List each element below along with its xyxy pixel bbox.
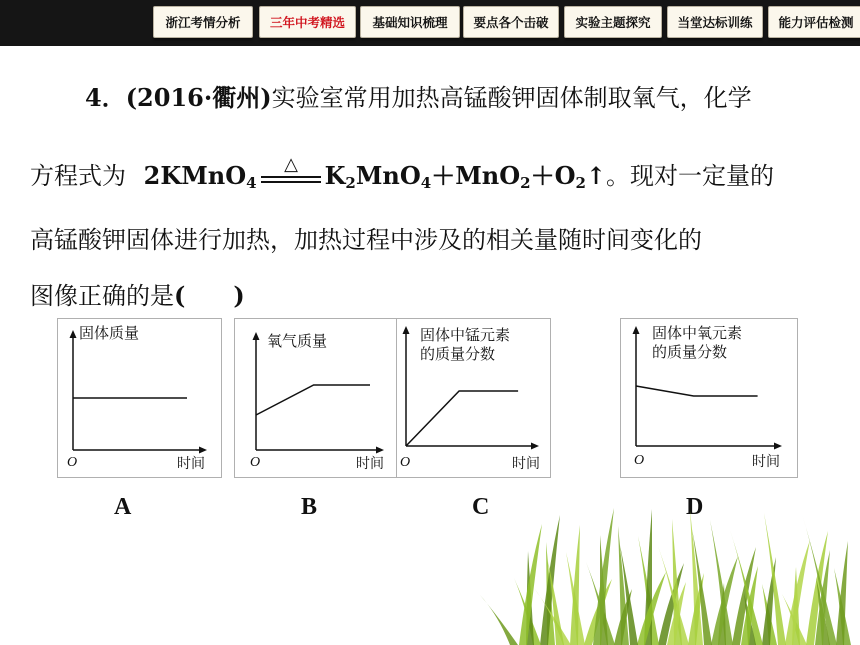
product-1-sub-1: 2	[345, 174, 356, 192]
plus-sign-2: ＋	[530, 161, 555, 190]
tab-experiment-inquiry[interactable]: 实验主题探究	[564, 6, 662, 38]
question-line-3: 高锰酸钾固体进行加热，加热过程中涉及的相关量随时间变化的	[30, 226, 702, 254]
question-line-2	[30, 153, 775, 192]
x-axis-label: 时间	[356, 456, 384, 472]
origin-label: O	[250, 455, 261, 470]
answer-blank: ( )	[174, 281, 245, 310]
graph-d	[620, 318, 798, 478]
tab-three-year-exams[interactable]: 三年中考精选	[259, 6, 356, 38]
reactant-subscript: 4	[246, 174, 257, 192]
graph-a	[57, 318, 222, 478]
decorative-grass-image	[450, 505, 860, 645]
product-1-sub-2: 4	[420, 174, 432, 192]
tab-ability-assessment[interactable]: 能力评估检测	[768, 6, 860, 38]
question-line-4-text: 图像正确的是	[30, 282, 174, 310]
line-2-prefix: 方程式为	[30, 162, 126, 190]
product-2: MnO	[455, 161, 521, 190]
tab-key-points[interactable]: 要点各个击破	[463, 6, 559, 38]
product-3-sub: 2	[575, 174, 586, 192]
tab-exam-analysis[interactable]: 浙江考情分析	[153, 6, 253, 38]
product-3: O	[554, 161, 576, 190]
tab-basic-knowledge[interactable]: 基础知识梳理	[360, 6, 460, 38]
question-line-1	[30, 78, 752, 113]
equation	[143, 153, 607, 192]
y-axis-label: 固体中氧元素	[652, 324, 743, 342]
question-source: (2016·衢州)	[125, 83, 272, 112]
question-line-4	[30, 276, 245, 311]
gas-arrow-icon: ↑	[585, 161, 607, 190]
product-1-b: MnO	[355, 161, 421, 190]
x-axis-label: 时间	[177, 456, 205, 472]
tab-in-class-training[interactable]: 当堂达标训练	[667, 6, 763, 38]
option-a-label[interactable]: A	[114, 494, 132, 520]
question-line-1-text: 实验室常用加热高锰酸钾固体制取氧气，化学	[271, 84, 752, 112]
product-2-sub: 2	[520, 174, 531, 192]
grass-blade	[480, 595, 518, 645]
plus-sign-1: ＋	[431, 161, 456, 190]
origin-label: O	[634, 453, 645, 468]
reactant: 2KMnO	[143, 161, 247, 190]
y-axis-label: 的质量分数	[420, 345, 496, 363]
x-axis-label: 时间	[512, 456, 540, 472]
origin-label: O	[67, 455, 78, 470]
option-b-label[interactable]: B	[301, 494, 318, 520]
top-navigation-bar	[0, 0, 860, 46]
y-axis-label: 的质量分数	[652, 343, 728, 361]
y-axis-label: 氧气质量	[267, 332, 328, 350]
origin-label: O	[400, 455, 411, 470]
question-number: 4．	[85, 83, 126, 112]
y-axis-label: 固体中锰元素	[420, 326, 511, 344]
product-1-a: K	[324, 161, 346, 190]
reaction-condition-sign	[259, 153, 323, 188]
y-axis-label: 固体质量	[79, 324, 140, 342]
graph-c	[396, 318, 551, 478]
heat-condition-symbol: △	[283, 153, 298, 175]
option-d-label[interactable]: D	[686, 494, 704, 520]
option-c-label[interactable]: C	[472, 494, 490, 520]
line-2-suffix: 。现对一定量的	[606, 162, 775, 190]
graph-b	[234, 318, 398, 478]
x-axis-label: 时间	[752, 454, 780, 470]
